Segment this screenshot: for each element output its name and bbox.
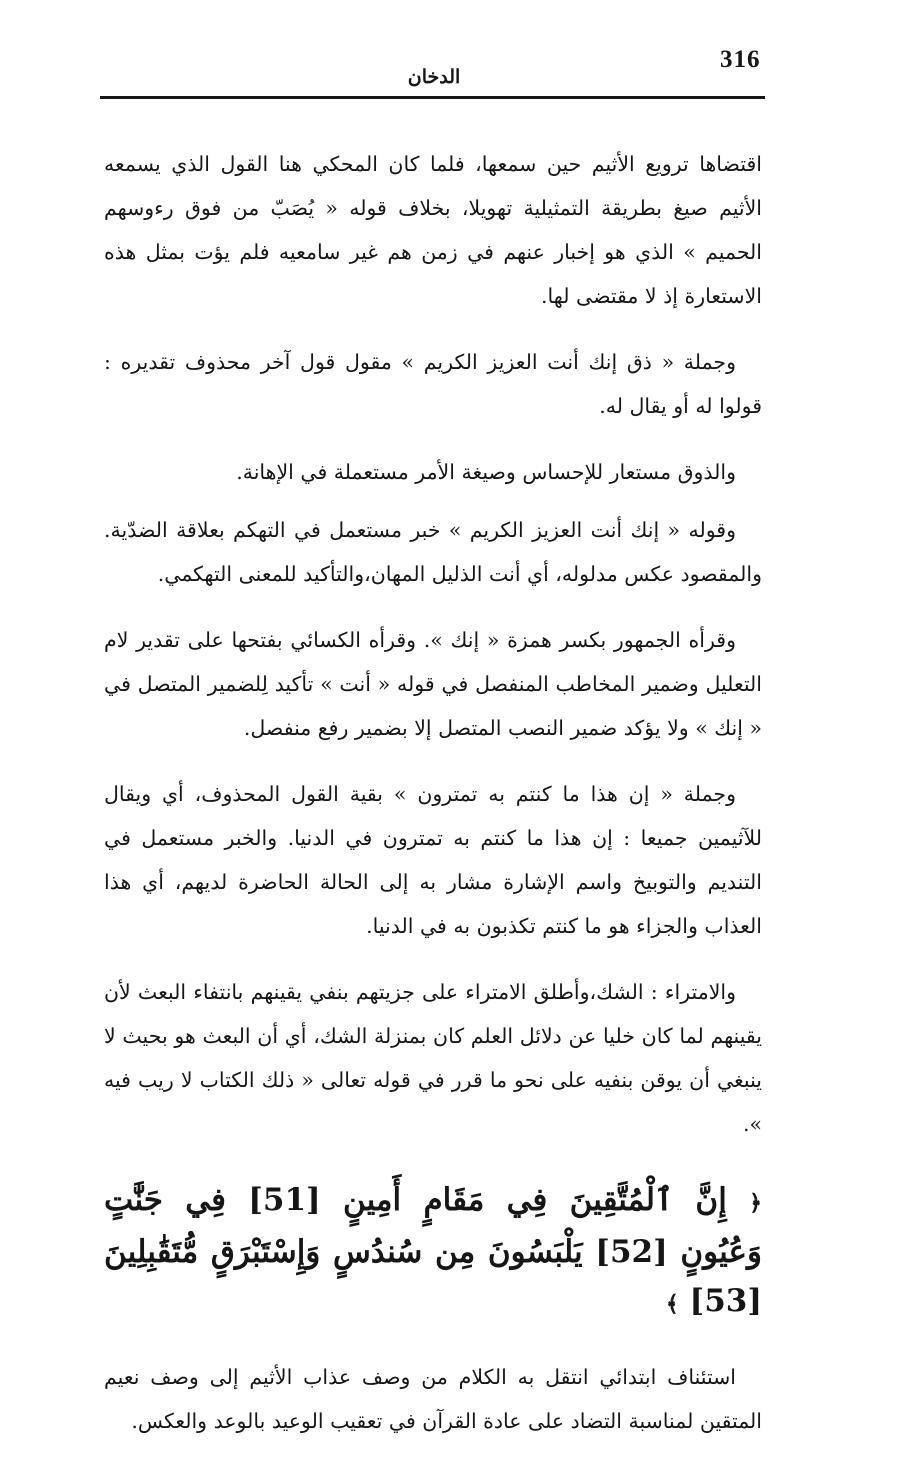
paragraph-5: وقرأه الجمهور بكسر همزة « إنك ». وقرأه الكسائي بفتحها على تقدير لام التعليل وضمير المخاطب المنفصل في قوله « أنت » تأكيد لِلضمير المتصل في « إنك » ولا يؤكد ضمير النصب المتصل إلا بضمير رفع منفصل. bbox=[104, 628, 762, 740]
closing-paragraph: استئناف ابتدائي انتقل به الكلام من وصف عذاب الأثيم إلى وصف نعيم المتقين لمناسبة التضاد على عادة القرآن في تعقيب الوعيد بالوعد والعكس. bbox=[104, 1365, 762, 1433]
paragraph-4: وقوله « إنك أنت العزيز الكريم » خبر مستعمل في التهكم بعلاقة الضدّية. والمقصود عكس مدلوله، أي أنت الذليل المهان،والتأكيد للمعنى التهكمي. bbox=[104, 518, 762, 586]
paragraph-6: وجملة « إن هذا ما كنتم به تمترون » بقية القول المحذوف، أي ويقال للآثيمين جميعا : إن هذا ما كنتم به تمترون في الدنيا. والخبر مستعمل في التنديم والتوبيخ واسم الإشارة مشار به إلى الحالة الحاضرة لديهم، أي هذا العذاب والجزاء هو ما كنتم تكذبون به في الدنيا. bbox=[104, 782, 762, 938]
header-rule bbox=[100, 96, 765, 99]
quran-verse bbox=[104, 1176, 762, 1329]
paragraph-1: اقتضاها ترويع الأثيم حين سمعها، فلما كان المحكي هنا القول الذي يسمعه الأثيم صيغ بطريقة التمثيلية تهويلا، بخلاف قوله « يُصَبّ من فوق رءوسهم الحميم » الذي هو إخبار عنهم في زمن هم غير سامعيه فلم يؤت بمثل هذه الاستعارة إذ لا مقتضى لها. bbox=[104, 152, 762, 308]
verse-close-brace: ﴾ bbox=[665, 1291, 679, 1317]
body-text bbox=[104, 142, 762, 1465]
running-title: الدخان bbox=[407, 66, 461, 88]
paragraph-7: والامتراء : الشك،وأطلق الامتراء على جزيتهم بنفي يقينهم بانتفاء البعث لأن يقينهم لما كان خليا عن دلائل العلم كان بمنزلة الشك، أي أن البعث هو بحيث لا ينبغي أن يوقن بنفيه على نحو ما قرر في قوله تعالى « ذلك الكتاب لا ريب فيه ». bbox=[104, 980, 762, 1136]
verse-text: إِنَّ ٱلْمُتَّقِينَ فِي مَقَامٍ أَمِينٍ [51] فِي جَنَّٰتٍ وَعُيُونٍ [52] يَلْبَسُونَ مِن سُندُسٍ وَإِسْتَبْرَقٍ مُّتَقَٰبِلِينَ [53] bbox=[104, 1182, 763, 1319]
page-number: 316 bbox=[720, 46, 761, 73]
paragraph-3: والذوق مستعار للإحساس وصيغة الأمر مستعملة في الإهانة. bbox=[236, 460, 736, 484]
paragraph-2: وجملة « ذق إنك أنت العزيز الكريم » مقول قول آخر محذوف تقديره : قولوا له أو يقال له. bbox=[104, 350, 762, 418]
verse-open-brace: ﴿ bbox=[749, 1190, 762, 1216]
